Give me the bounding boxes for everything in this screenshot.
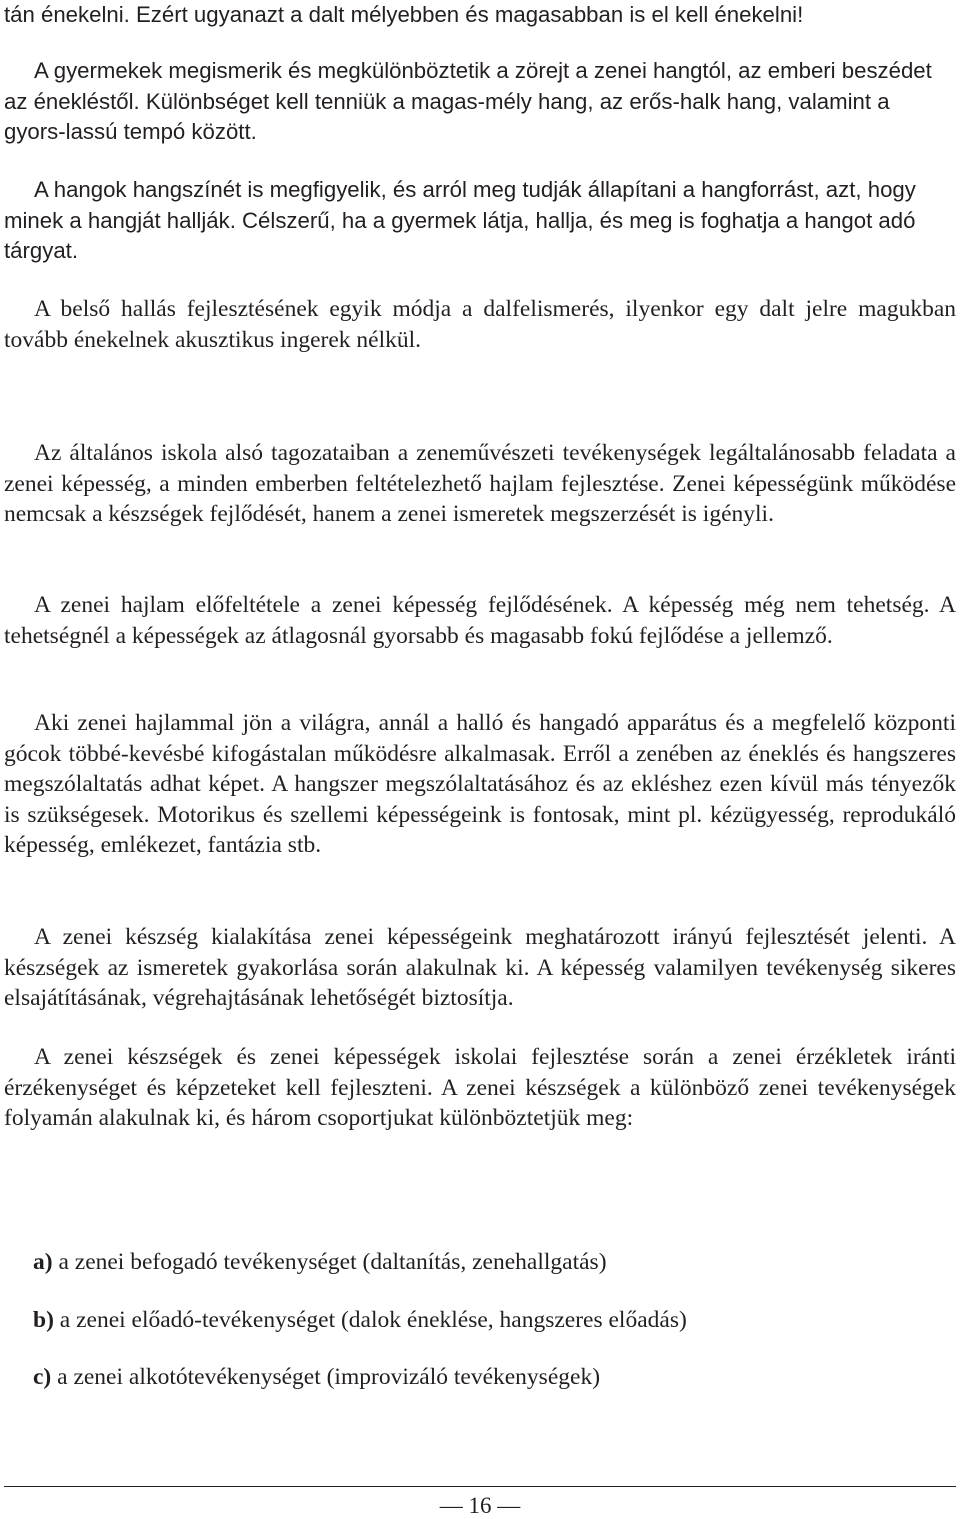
list-text: a zenei alkotótevékenységet (improvizáló tevékenységek) (51, 1364, 601, 1390)
paragraph-7: Aki zenei hajlammal jön a világra, annál a halló és hangadó apparátus és a megfelelő központi gócok többé-kevésbé kifogástalan működésre alkalmasak. Erről a zenében az éneklés és hangszeres megszólaltatás adhat képet. A hangszer megszólaltatásához és az ekléshez ezen kívül más tényezők is szükségesek. Motorikus és szellemi képességeink is fontosak, mint pl. kézügyesség, reprodukáló képesség, emlékezet, fantázia stb. (4, 710, 956, 859)
list-text: a zenei előadó-tevékenységet (dalok éneklése, hangszeres előadás) (53, 1307, 687, 1333)
page-number: — 16 — (439, 1493, 521, 1518)
paragraph-1: tán énekelni. Ezért ugyanazt a dalt mélyebben és magasabban is el kell énekelni! (4, 2, 804, 27)
paragraph-9: A zenei készségek és zenei képességek iskolai fejlesztése során a zenei érzékletek iránti érzékenységet és képzeteket kell fejleszteni. A zenei készségek a különböző zenei tevékenységek folyamán alakulnak ki, és három csoportjukat különböztetjük meg: (4, 1044, 956, 1132)
paragraph-6: A zenei hajlam előfeltétele a zenei képesség fejlődésének. A képesség még nem tehetség. A tehetségnél a képességek az átlagosnál gyorsabb és magasabb fokú fejlődése a jellemző. (4, 592, 956, 649)
footer-rule (4, 1486, 956, 1487)
list-marker: c) (33, 1364, 52, 1390)
paragraph-3: A hangok hangszínét is megfigyelik, és arról meg tudják állapítani a hangforrást, azt, hogy minek a hangját hallják. Célszerű, ha a gyermek látja, hallja, és meg is foghatja a hangot adó tárgyat. (4, 177, 916, 264)
list-marker: a) (33, 1249, 53, 1275)
paragraph-8: A zenei készség kialakítása zenei képességeink meghatározott irányú fejlesztését jelenti. A készségek az ismeretek gyakorlása során alakulnak ki. A képesség valamilyen tevékenység sikeres elsajátításának, végrehajtásának lehetőségét biztosítja. (4, 924, 956, 1012)
paragraph-2: A gyermekek megismerik és megkülönböztetik a zörejt a zenei hangtól, az emberi beszédet az énekléstől. Különbséget kell tenniük a magas-mély hang, az erős-halk hang, valamint a gyors-lassú tempó között. (4, 58, 932, 145)
list-item-c (33, 1362, 600, 1392)
list-text: a zenei befogadó tevékenységet (daltanítás, zenehallgatás) (52, 1249, 607, 1275)
list-marker: b) (33, 1307, 54, 1333)
list-item-b (33, 1305, 687, 1335)
paragraph-5: Az általános iskola alsó tagozataiban a zeneművészeti tevékenységek legáltalánosabb feladata a zenei képesség, a minden emberben feltételezhető hajlam fejlesztése. Zenei képességünk működése nemcsak a készségek fejlődését, hanem a zenei ismeretek megszerzését is igényli. (4, 440, 956, 528)
list-item-a (33, 1247, 607, 1277)
paragraph-4: A belső hallás fejlesztésének egyik módja a dalfelismerés, ilyenkor egy dalt jelre magukban tovább énekelnek akusztikus ingerek nélkül. (4, 296, 956, 353)
